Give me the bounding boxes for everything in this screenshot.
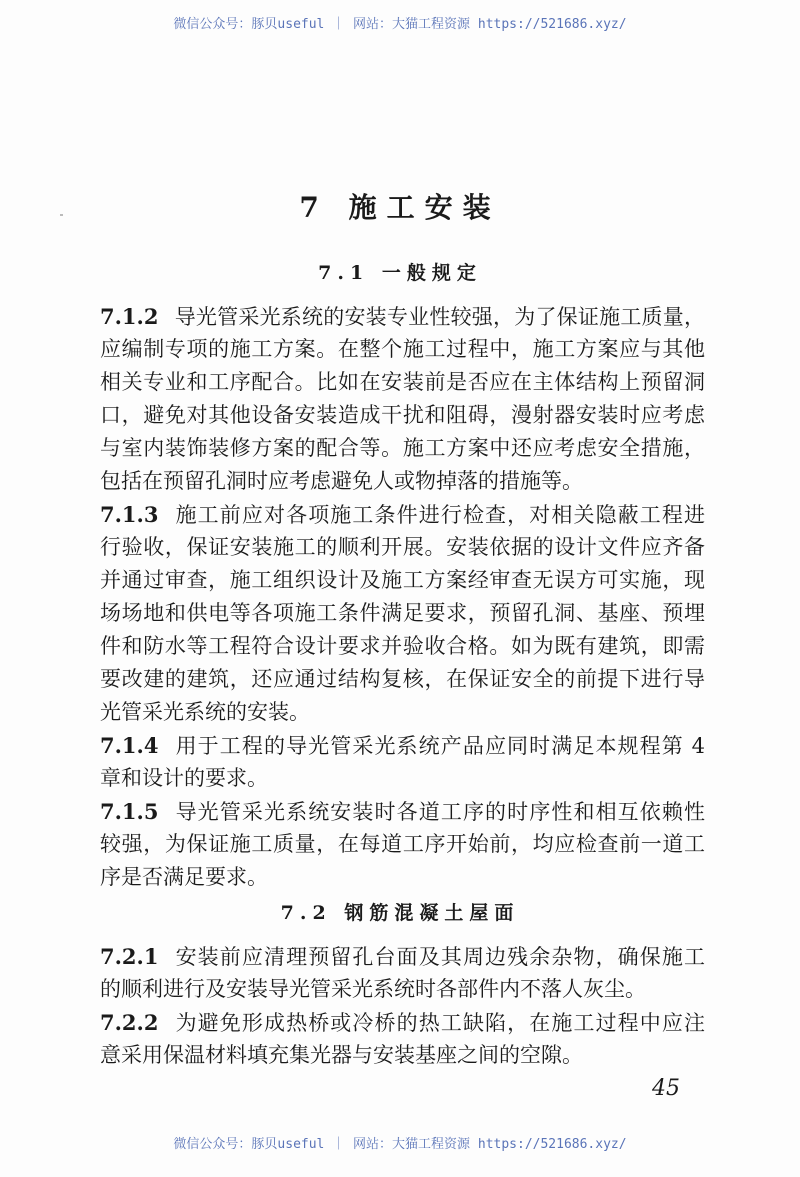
paragraph-line (100, 564, 705, 597)
line-text: 安装前应清理预留孔台面及其周边残余杂物，确保施工 (174, 945, 705, 969)
line-text: 件和防水等工程符合设计要求并验收合格。如为既有建筑，即需 (100, 634, 705, 658)
clause-number: 7.1.4 (100, 733, 159, 758)
watermark-bottom: 微信公众号：豚贝useful ｜ 网站：大猫工程资源 https://521686.xyz/ (173, 1137, 627, 1152)
line-text: 口，避免对其他设备安装造成干扰和阻碍，漫射器安装时应考虑 (100, 403, 705, 427)
line-text: 导光管采光系统的安装专业性较强，为了保证施工质量， (174, 305, 705, 329)
chapter-title: 7 施工安装 (299, 191, 501, 224)
paragraph-line (100, 432, 705, 465)
line-text: 序是否满足要求。 (100, 865, 268, 889)
paragraph-line (100, 663, 705, 696)
line-text: 包括在预留孔洞时应考虑避免人或物掉落的措施等。 (100, 469, 583, 493)
paragraph-line (100, 531, 705, 564)
paragraph-line (100, 498, 705, 531)
paragraph-line (100, 1006, 705, 1039)
paragraph-line (100, 300, 705, 333)
paragraph-line (100, 630, 705, 663)
line-text: 章和设计的要求。 (100, 766, 268, 790)
paragraph-line (100, 729, 705, 762)
line-text: 意采用保温材料填充集光器与安装基座之间的空隙。 (100, 1043, 583, 1067)
paragraph-line (100, 597, 705, 630)
paragraph-line (100, 762, 705, 795)
paragraph-line (100, 973, 705, 1006)
page-number: 45 (652, 1076, 680, 1101)
clause-number: 7.2.1 (100, 944, 159, 969)
clause-number: 7.2.2 (100, 1010, 159, 1035)
section-heading-7-2: 7.2 钢筋混凝土屋面 (280, 902, 520, 924)
line-text: 用于工程的导光管采光系统产品应同时满足本规程第 4 (174, 734, 705, 758)
paragraph-line (100, 861, 705, 894)
paragraph-line (100, 828, 705, 861)
line-text: 与室内装饰装修方案的配合等。施工方案中还应考虑安全措施， (100, 436, 705, 460)
line-text: 要改建的建筑，还应通过结构复核，在保证安全的前提下进行导 (100, 667, 705, 691)
clause-number: 7.1.3 (100, 502, 159, 527)
clause-number: 7.1.5 (100, 799, 159, 824)
line-text: 导光管采光系统安装时各道工序的时序性和相互依赖性 (174, 800, 705, 824)
paragraph-line (100, 366, 705, 399)
line-text: 光管采光系统的安装。 (100, 700, 310, 724)
paragraph-line (100, 795, 705, 828)
line-text: 为避免形成热桥或冷桥的热工缺陷，在施工过程中应注 (174, 1011, 705, 1035)
paragraph-line (100, 1039, 705, 1072)
line-text: 较强，为保证施工质量，在每道工序开始前，均应检查前一道工 (100, 832, 705, 856)
section-heading-7-1: 7.1 一般规定 (318, 262, 482, 284)
line-text: 相关专业和工序配合。比如在安装前是否应在主体结构上预留洞 (100, 370, 705, 394)
paragraph-line (100, 399, 705, 432)
line-text: 的顺利进行及安装导光管采光系统时各部件内不落人灰尘。 (100, 977, 646, 1001)
line-text: 施工前应对各项施工条件进行检查，对相关隐蔽工程进 (174, 503, 705, 527)
line-text: 场场地和供电等各项施工条件满足要求，预留孔洞、基座、预埋 (100, 601, 705, 625)
paragraph-line (100, 333, 705, 366)
paragraph-line (100, 696, 705, 729)
watermark-top: 微信公众号：豚贝useful ｜ 网站：大猫工程资源 https://521686.xyz/ (173, 17, 627, 32)
paragraph-line (100, 465, 705, 498)
clause-number: 7.1.2 (100, 304, 159, 329)
line-text: 行验收，保证安装施工的顺利开展。安装依据的设计文件应齐备 (100, 535, 705, 559)
line-text: 应编制专项的施工方案。在整个施工过程中，施工方案应与其他 (100, 337, 705, 361)
paragraph-line (100, 940, 705, 973)
line-text: 并通过审查，施工组织设计及施工方案经审查无误方可实施，现 (100, 568, 705, 592)
